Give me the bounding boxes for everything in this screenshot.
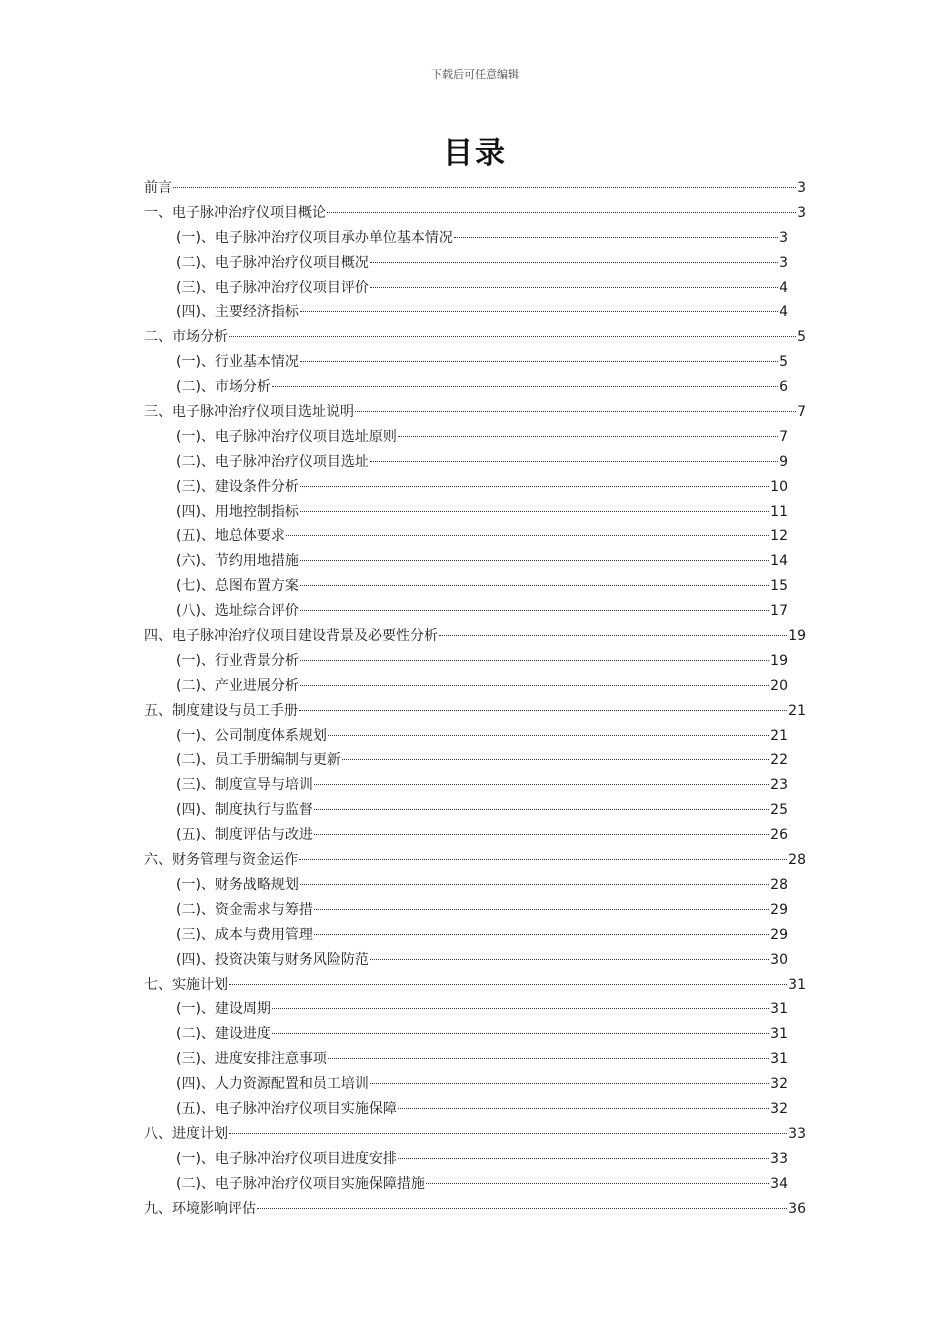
toc-entry[interactable] [144, 1072, 806, 1097]
toc-entry-label: (七)、总图布置方案 [176, 578, 299, 595]
toc-entry-label: (一)、财务战略规划 [176, 876, 299, 893]
toc-entry[interactable] [144, 226, 806, 251]
toc-leader-dots [257, 1208, 787, 1209]
toc-entry[interactable] [144, 1022, 806, 1047]
toc-leader-dots [314, 784, 769, 785]
toc-leader-dots [272, 1033, 769, 1034]
toc-entry-label: (二)、电子脉冲治疗仪项目概况 [176, 254, 369, 271]
toc-entry-page: 22 [770, 752, 788, 769]
toc-entry-label: (四)、主要经济指标 [176, 304, 299, 321]
toc-entry-label: (四)、投资决策与财务风险防范 [176, 951, 369, 968]
toc-leader-dots [328, 735, 769, 736]
toc-entry[interactable] [144, 798, 806, 823]
toc-entry-label: 四、电子脉冲治疗仪项目建设背景及必要性分析 [144, 628, 438, 645]
toc-leader-dots [173, 187, 796, 188]
toc-entry[interactable] [144, 674, 806, 699]
toc-entry-page: 28 [788, 852, 806, 869]
toc-leader-dots [272, 1008, 769, 1009]
toc-leader-dots [300, 511, 769, 512]
toc-entry[interactable] [144, 1147, 806, 1172]
toc-entry-label: 七、实施计划 [144, 976, 228, 993]
toc-entry-page: 14 [770, 553, 788, 570]
toc-leader-dots [299, 859, 787, 860]
toc-leader-dots [370, 262, 778, 263]
toc-leader-dots [229, 336, 796, 337]
toc-entry-page: 30 [770, 951, 788, 968]
toc-leader-dots [300, 486, 769, 487]
toc-entry-page: 7 [779, 428, 788, 445]
toc-entry[interactable] [144, 1122, 806, 1147]
toc-entry[interactable] [144, 524, 806, 549]
toc-leader-dots [299, 710, 787, 711]
toc-entry-label: (四)、用地控制指标 [176, 503, 299, 520]
toc-leader-dots [439, 635, 787, 636]
toc-entry[interactable] [144, 276, 806, 301]
toc-entry-page: 31 [770, 1001, 788, 1018]
toc-leader-dots [314, 809, 769, 810]
toc-leader-dots [272, 386, 778, 387]
toc-entry-page: 34 [770, 1175, 788, 1192]
toc-entry[interactable] [144, 176, 806, 201]
toc-entry-page: 19 [770, 652, 788, 669]
toc-entry-label: (二)、电子脉冲治疗仪项目实施保障措施 [176, 1175, 425, 1192]
toc-entry-label: (一)、电子脉冲治疗仪项目承办单位基本情况 [176, 229, 453, 246]
toc-leader-dots [314, 834, 769, 835]
toc-entry-label: (三)、进度安排注意事项 [176, 1051, 327, 1068]
toc-entry[interactable] [144, 1197, 806, 1222]
toc-entry-label: (一)、公司制度体系规划 [176, 727, 327, 744]
toc-entry[interactable] [144, 201, 806, 226]
toc-entry-label: (五)、地总体要求 [176, 528, 285, 545]
toc-entry-page: 7 [797, 404, 806, 421]
toc-entry[interactable] [144, 300, 806, 325]
toc-entry-label: (二)、资金需求与筹措 [176, 901, 313, 918]
toc-entry-label: 六、财务管理与资金运作 [144, 852, 298, 869]
toc-entry[interactable] [144, 325, 806, 350]
toc-leader-dots [426, 1183, 769, 1184]
page-header: 下载后可任意编辑 [431, 68, 519, 81]
toc-entry-page: 23 [770, 777, 788, 794]
toc-leader-dots [314, 909, 769, 910]
toc-entry-page: 5 [797, 329, 806, 346]
toc-entry-label: 二、市场分析 [144, 329, 228, 346]
toc-entry-page: 10 [770, 478, 788, 495]
toc-entry[interactable] [144, 923, 806, 948]
toc-entry-label: (八)、选址综合评价 [176, 603, 299, 620]
toc-entry-label: (三)、成本与费用管理 [176, 926, 313, 943]
toc-entry-label: 一、电子脉冲治疗仪项目概论 [144, 204, 326, 221]
toc-leader-dots [300, 560, 769, 561]
toc-entry[interactable] [144, 898, 806, 923]
toc-entry-label: (一)、电子脉冲治疗仪项目选址原则 [176, 428, 397, 445]
toc-leader-dots [328, 1058, 769, 1059]
toc-leader-dots [342, 759, 769, 760]
toc-entry[interactable] [144, 724, 806, 749]
toc-leader-dots [229, 1133, 787, 1134]
toc-leader-dots [300, 585, 769, 586]
toc-entry-page: 31 [788, 976, 806, 993]
toc-entry[interactable] [144, 973, 806, 998]
toc-entry-page: 26 [770, 827, 788, 844]
toc-leader-dots [370, 1083, 769, 1084]
toc-entry[interactable] [144, 748, 806, 773]
toc-entry[interactable] [144, 873, 806, 898]
toc-entry-label: (三)、电子脉冲治疗仪项目评价 [176, 279, 369, 296]
toc-entry-page: 21 [788, 702, 806, 719]
toc-entry-page: 29 [770, 901, 788, 918]
toc-entry-label: (三)、建设条件分析 [176, 478, 299, 495]
toc-entry-page: 17 [770, 603, 788, 620]
toc-entry-page: 32 [770, 1100, 788, 1117]
toc-entry[interactable] [144, 251, 806, 276]
toc-leader-dots [370, 959, 769, 960]
toc-entry-label: (五)、电子脉冲治疗仪项目实施保障 [176, 1100, 397, 1117]
toc-leader-dots [454, 237, 778, 238]
toc-entry-page: 19 [788, 628, 806, 645]
toc-entry[interactable] [144, 823, 806, 848]
toc-entry-label: (一)、行业背景分析 [176, 652, 299, 669]
toc-leader-dots [398, 1108, 769, 1109]
toc-leader-dots [370, 287, 778, 288]
toc-entry[interactable] [144, 350, 806, 375]
toc-leader-dots [229, 984, 787, 985]
toc-entry[interactable] [144, 848, 806, 873]
toc-entry-page: 33 [770, 1150, 788, 1167]
toc-entry-page: 31 [770, 1051, 788, 1068]
toc-entry-label: (五)、制度评估与改进 [176, 827, 313, 844]
toc-entry[interactable] [144, 948, 806, 973]
toc-entry-label: (二)、电子脉冲治疗仪项目选址 [176, 453, 369, 470]
toc-entry-page: 6 [779, 379, 788, 396]
toc-entry[interactable] [144, 997, 806, 1022]
toc-entry-page: 36 [788, 1200, 806, 1217]
toc-entry-page: 4 [779, 304, 788, 321]
toc-entry-label: (一)、建设周期 [176, 1001, 271, 1018]
toc-entry-label: 九、环境影响评估 [144, 1200, 256, 1217]
toc-leader-dots [300, 884, 769, 885]
toc-entry-label: (二)、员工手册编制与更新 [176, 752, 341, 769]
toc-leader-dots [286, 535, 769, 536]
toc-entry-label: (二)、建设进度 [176, 1026, 271, 1043]
toc-entry[interactable] [144, 425, 806, 450]
toc-entry[interactable] [144, 773, 806, 798]
toc-entry-page: 3 [797, 204, 806, 221]
toc-entry[interactable] [144, 450, 806, 475]
table-of-contents [144, 176, 806, 1221]
toc-leader-dots [300, 610, 769, 611]
toc-entry-page: 3 [779, 229, 788, 246]
toc-entry[interactable] [144, 624, 806, 649]
toc-entry-label: (二)、产业进展分析 [176, 677, 299, 694]
toc-entry-label: 八、进度计划 [144, 1125, 228, 1142]
toc-entry[interactable] [144, 599, 806, 624]
toc-entry-label: (一)、电子脉冲治疗仪项目进度安排 [176, 1150, 397, 1167]
toc-leader-dots [300, 361, 778, 362]
toc-entry-page: 11 [770, 503, 788, 520]
toc-entry-page: 3 [797, 180, 806, 196]
toc-entry-page: 15 [770, 578, 788, 595]
toc-entry-page: 32 [770, 1076, 788, 1093]
toc-entry-page: 25 [770, 802, 788, 819]
toc-entry-label: (一)、行业基本情况 [176, 354, 299, 371]
toc-entry[interactable] [144, 500, 806, 525]
toc-entry-label: (四)、人力资源配置和员工培训 [176, 1076, 369, 1093]
toc-title: 目录 [443, 136, 507, 171]
toc-entry-label: 三、电子脉冲治疗仪项目选址说明 [144, 404, 354, 421]
toc-entry-page: 21 [770, 727, 788, 744]
toc-entry-page: 5 [779, 354, 788, 371]
toc-leader-dots [370, 461, 778, 462]
toc-leader-dots [300, 685, 769, 686]
toc-leader-dots [314, 934, 769, 935]
toc-entry-page: 29 [770, 926, 788, 943]
toc-leader-dots [398, 1158, 769, 1159]
toc-entry-page: 20 [770, 677, 788, 694]
toc-entry[interactable] [144, 574, 806, 599]
toc-entry-label: (二)、市场分析 [176, 379, 271, 396]
toc-entry-label: 前言 [144, 180, 172, 196]
toc-entry-page: 28 [770, 876, 788, 893]
toc-entry-label: 五、制度建设与员工手册 [144, 702, 298, 719]
toc-entry-page: 3 [779, 254, 788, 271]
toc-entry[interactable] [144, 475, 806, 500]
toc-entry-page: 4 [779, 279, 788, 296]
toc-entry[interactable] [144, 375, 806, 400]
toc-entry-page: 33 [788, 1125, 806, 1142]
toc-leader-dots [300, 311, 778, 312]
toc-leader-dots [355, 411, 796, 412]
toc-entry-page: 12 [770, 528, 788, 545]
toc-leader-dots [327, 212, 796, 213]
toc-entry[interactable] [144, 400, 806, 425]
toc-entry[interactable] [144, 699, 806, 724]
toc-entry[interactable] [144, 549, 806, 574]
toc-entry-page: 31 [770, 1026, 788, 1043]
toc-leader-dots [300, 660, 769, 661]
toc-entry-label: (六)、节约用地措施 [176, 553, 299, 570]
toc-entry[interactable] [144, 1097, 806, 1122]
toc-entry[interactable] [144, 1172, 806, 1197]
toc-entry-label: (四)、制度执行与监督 [176, 802, 313, 819]
toc-entry[interactable] [144, 649, 806, 674]
toc-entry-page: 9 [779, 453, 788, 470]
toc-leader-dots [398, 436, 778, 437]
toc-entry[interactable] [144, 1047, 806, 1072]
toc-entry-label: (三)、制度宣导与培训 [176, 777, 313, 794]
